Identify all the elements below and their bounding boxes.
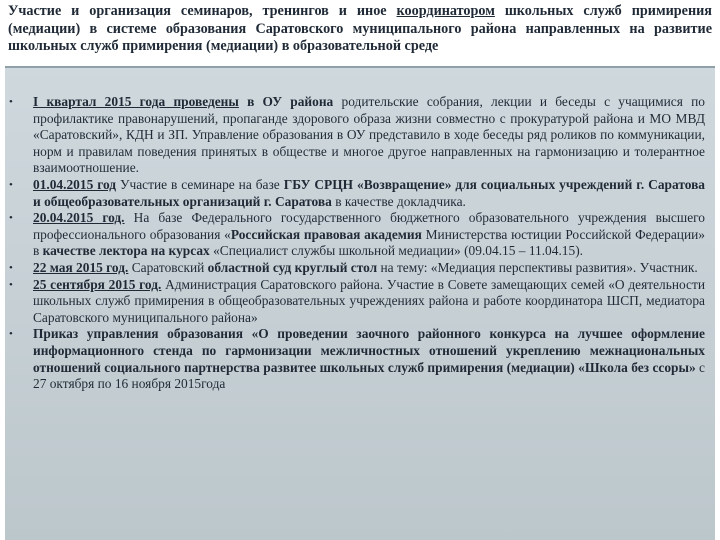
event-list bbox=[5, 68, 715, 393]
bullet-icon: • bbox=[9, 278, 13, 291]
header bbox=[0, 0, 720, 66]
title-underlined-word: координатором bbox=[396, 3, 495, 19]
item-date: I квартал 2015 года проведены bbox=[33, 94, 239, 109]
list-item: • 01.04.2015 год Участие в семинаре на базе ГБУ СРЦН «Возвращение» для социальных учреждений г. Саратова и общеобразовательных организаций г. Саратова в качестве докладчика. bbox=[9, 176, 706, 209]
bullet-icon: • bbox=[9, 96, 13, 108]
list-item: • Приказ управления образования «О проведении заочного районного конкурса на лучшее оформление информационного стенда по гармонизации межличностных отношений укреплению межнациональных отношений социального партнерства развитее школьных служб примирения (медиации) «Школа без ссоры» с 27 октября по 16 ноября 2015года bbox=[9, 326, 705, 392]
content-panel bbox=[5, 66, 715, 540]
item-date: 20.04.2015 год. bbox=[33, 210, 125, 226]
bullet-icon: • bbox=[9, 178, 13, 191]
list-item: • I квартал 2015 года проведены в ОУ района родительские собрания, лекции и беседы с учащимися по профилактике правонарушений, пропаганде здорового образа жизни совместно с прокуратурой района и МО МВД «Саратовский», КДН и ЗП. Управление образования в ОУ представило в ходе беседы ряд роликов по коммуникации, норм и правилам поведения принятых в обществе и многое другое направленных на гармонизацию и толерантное взаимоотношение. bbox=[9, 94, 705, 176]
bullet-icon: • bbox=[9, 328, 13, 341]
bullet-icon: • bbox=[9, 261, 13, 274]
list-item: • 22 мая 2015 год. Саратовский областной суд круглый стол на тему: «Медиация перспективы развития». Участник. bbox=[9, 259, 698, 275]
item-date: 25 сентября 2015 год. bbox=[33, 276, 162, 292]
page-title: Участие и организация семинаров, тренингов и иное координатором школьных служб примирения (медиации) в системе образования Саратовского муниципального района направленных на развитие школьных служб примирения (медиации) в образовательной среде bbox=[8, 3, 712, 54]
bullet-icon: • bbox=[9, 212, 13, 225]
item-date: 22 мая 2015 год. bbox=[33, 259, 129, 275]
list-item: • 20.04.2015 год. На базе Федерального государственного бюджетного образовательного учреждения высшего профессионального образования «Российская правовая академия Министерства юстиции Российской Федерации» в качестве лектора на курсах «Специалист службы школьной медиации» (09.04.15 – 11.04.15). bbox=[9, 210, 706, 259]
list-item: • 25 сентября 2015 год. Администрация Саратовского района. Участие в Совете замещающих семей «О деятельности школьных служб примирения в общеобразовательных учреждениях района и работе координатора ШСП, медиатора Саратовского муниципального района» bbox=[9, 276, 705, 325]
item-date: 01.04.2015 год bbox=[33, 176, 117, 192]
